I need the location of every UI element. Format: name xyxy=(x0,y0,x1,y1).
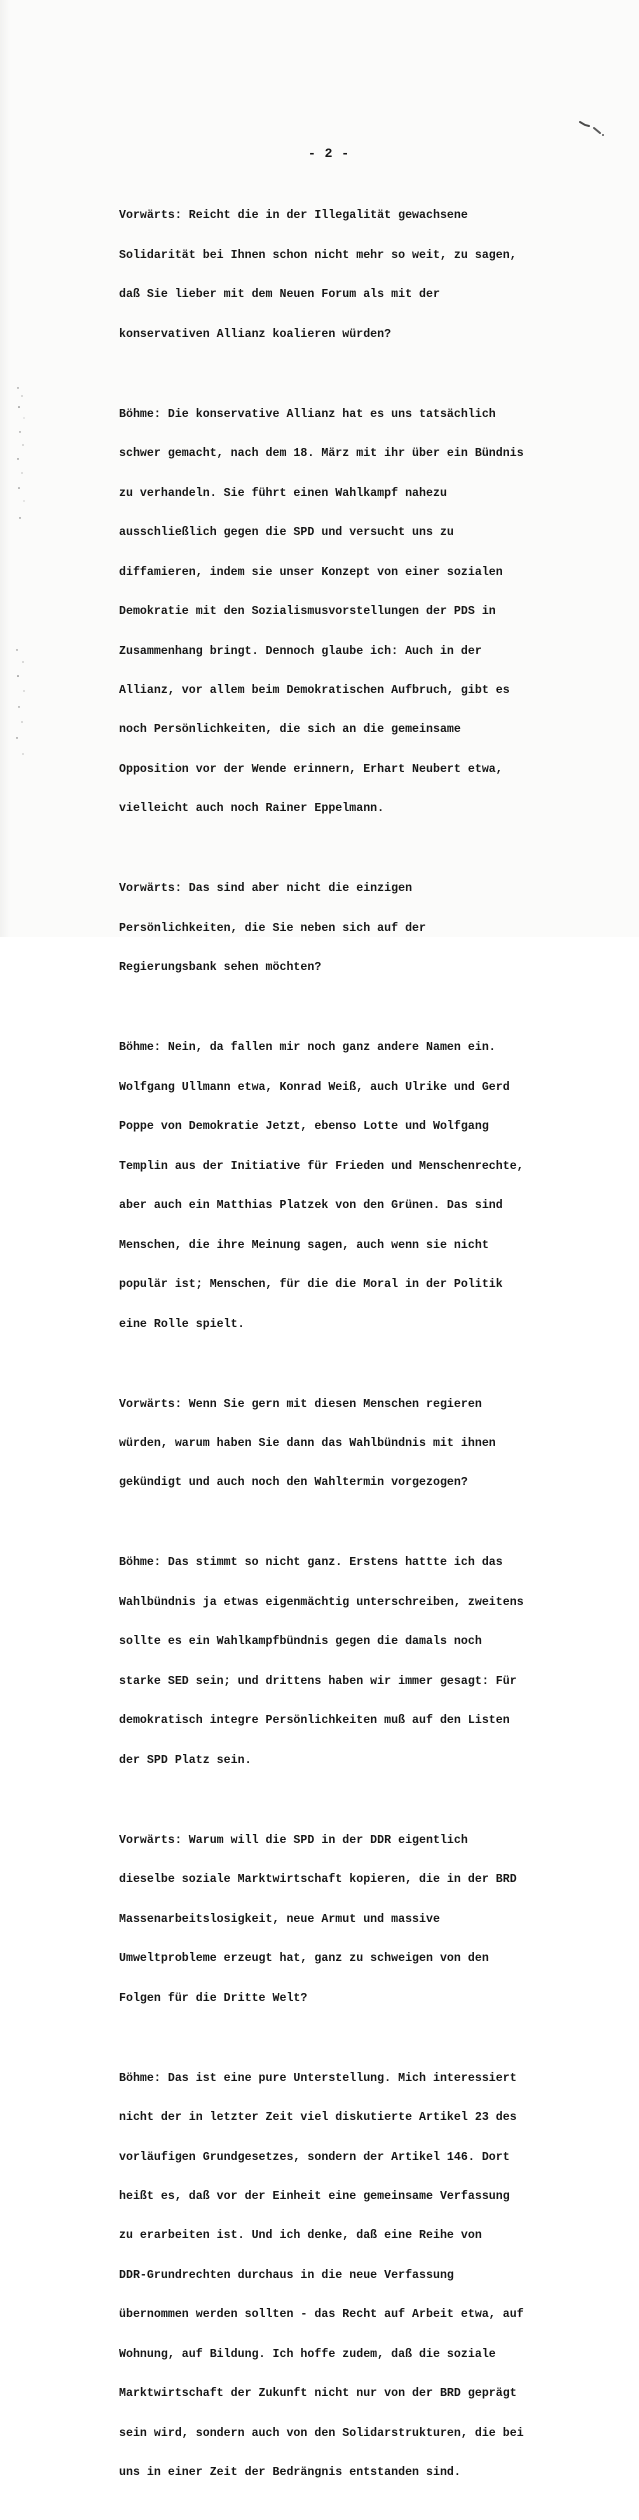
paragraph-answer xyxy=(119,381,607,841)
text-line: starke SED sein; und drittens haben wir immer gesagt: Für xyxy=(119,1674,517,1688)
text-line: Zusammenhang bringt. Dennoch glaube ich: Auch in der xyxy=(119,644,482,658)
text-line: DDR-Grundrechten durchaus in die neue Verfassung xyxy=(119,2268,454,2282)
paragraph-question xyxy=(119,1371,607,1516)
text-line: vorläufigen Grundgesetzes, sondern der Artikel 146. Dort xyxy=(119,2150,510,2164)
text-line: vielleicht auch noch Rainer Eppelmann. xyxy=(119,802,385,816)
paragraph-answer xyxy=(119,1015,607,1357)
text-line: Templin aus der Initiative für Frieden und Menschenrechte, xyxy=(119,1159,524,1173)
text-line: Böhme: Nein, da fallen mir noch ganz andere Namen ein. xyxy=(119,1041,496,1055)
paragraph-question xyxy=(119,856,607,1001)
text-line: Demokratie mit den Sozialismusvorstellungen der PDS in xyxy=(119,605,496,619)
text-line: Wolfgang Ullmann etwa, Konrad Weiß, auch Ulrike und Gerd xyxy=(119,1080,510,1094)
text-line: Regierungsbank sehen möchten? xyxy=(119,961,322,975)
text-line: uns in einer Zeit der Bedrängnis entstanden sind. xyxy=(119,2466,461,2480)
paragraph-question xyxy=(119,1807,607,2031)
text-line: Wohnung, auf Bildung. Ich hoffe zudem, daß die soziale xyxy=(119,2347,496,2361)
text-line: Böhme: Die konservative Allianz hat es uns tatsächlich xyxy=(119,407,496,421)
text-line: Böhme: Das ist eine pure Unterstellung. Mich interessiert xyxy=(119,2071,517,2085)
text-line: Folgen für die Dritte Welt? xyxy=(119,1991,308,2005)
paragraph-answer xyxy=(119,1530,607,1793)
text-line: Marktwirtschaft der Zukunft nicht nur von der BRD geprägt xyxy=(119,2387,517,2401)
text-line: Vorwärts: Warum will die SPD in der DDR eigentlich xyxy=(119,1833,468,1847)
text-line: noch Persönlichkeiten, die sich an die gemeinsame xyxy=(119,723,461,737)
text-line: ausschließlich gegen die SPD und versucht uns zu xyxy=(119,526,454,540)
text-line: daß Sie lieber mit dem Neuen Forum als mit der xyxy=(119,288,440,302)
scan-corner-mark xyxy=(578,118,608,140)
interview-text xyxy=(119,183,607,2520)
text-line: demokratisch integre Persönlichkeiten muß auf den Listen xyxy=(119,1714,510,1728)
text-line: Wahlbündnis ja etwas eigenmächtig unterschreiben, zweitens xyxy=(119,1595,524,1609)
text-line: Massenarbeitslosigkeit, neue Armut und massive xyxy=(119,1912,440,1926)
text-line: Solidarität bei Ihnen schon nicht mehr so weit, zu sagen, xyxy=(119,248,517,262)
text-line: gekündigt und auch noch den Wahltermin vorgezogen? xyxy=(119,1476,468,1490)
scan-specks xyxy=(14,380,32,530)
text-line: Allianz, vor allem beim Demokratischen Aufbruch, gibt es xyxy=(119,683,510,697)
scan-edge xyxy=(0,0,10,937)
text-line: Vorwärts: Das sind aber nicht die einzigen xyxy=(119,882,413,896)
scan-specks-lower xyxy=(12,640,32,770)
text-line: würden, warum haben Sie dann das Wahlbündnis mit ihnen xyxy=(119,1436,496,1450)
text-line: sollte es ein Wahlkampfbündnis gegen die damals noch xyxy=(119,1635,482,1649)
text-line: Menschen, die ihre Meinung sagen, auch wenn sie nicht xyxy=(119,1238,489,1252)
text-line: Poppe von Demokratie Jetzt, ebenso Lotte und Wolfgang xyxy=(119,1120,489,1134)
text-line: schwer gemacht, nach dem 18. März mit ihr über ein Bündnis xyxy=(119,447,524,461)
text-line: Umweltprobleme erzeugt hat, ganz zu schweigen von den xyxy=(119,1952,489,1966)
text-line: zu verhandeln. Sie führt einen Wahlkampf nahezu xyxy=(119,486,447,500)
text-line: konservativen Allianz koalieren würden? xyxy=(119,327,392,341)
text-line: Vorwärts: Reicht die in der Illegalität gewachsene xyxy=(119,209,468,223)
text-line: dieselbe soziale Marktwirtschaft kopieren, die in der BRD xyxy=(119,1873,517,1887)
paragraph-answer xyxy=(119,2045,607,2505)
paragraph-question xyxy=(119,183,607,367)
text-line: Opposition vor der Wende erinnern, Erhart Neubert etwa, xyxy=(119,762,503,776)
text-line: Persönlichkeiten, die Sie neben sich auf der xyxy=(119,921,427,935)
text-line: nicht der in letzter Zeit viel diskutierte Artikel 23 des xyxy=(119,2111,517,2125)
text-line: heißt es, daß vor der Einheit eine gemeinsame Verfassung xyxy=(119,2189,510,2203)
text-line: eine Rolle spielt. xyxy=(119,1317,245,1331)
text-line: Vorwärts: Wenn Sie gern mit diesen Menschen regieren xyxy=(119,1397,482,1411)
text-line: der SPD Platz sein. xyxy=(119,1753,252,1767)
text-line: zu erarbeiten ist. Und ich denke, daß eine Reihe von xyxy=(119,2229,482,2243)
text-line: diffamieren, indem sie unser Konzept von einer sozialen xyxy=(119,565,503,579)
page-number: - 2 - xyxy=(308,146,350,161)
text-line: übernommen werden sollten - das Recht auf Arbeit etwa, auf xyxy=(119,2308,524,2322)
text-line: Böhme: Das stimmt so nicht ganz. Erstens hattte ich das xyxy=(119,1556,503,1570)
text-line: populär ist; Menschen, für die die Moral in der Politik xyxy=(119,1278,503,1292)
text-line: sein wird, sondern auch von den Solidarstrukturen, die bei xyxy=(119,2426,524,2440)
text-line: aber auch ein Matthias Platzek von den Grünen. Das sind xyxy=(119,1199,503,1213)
